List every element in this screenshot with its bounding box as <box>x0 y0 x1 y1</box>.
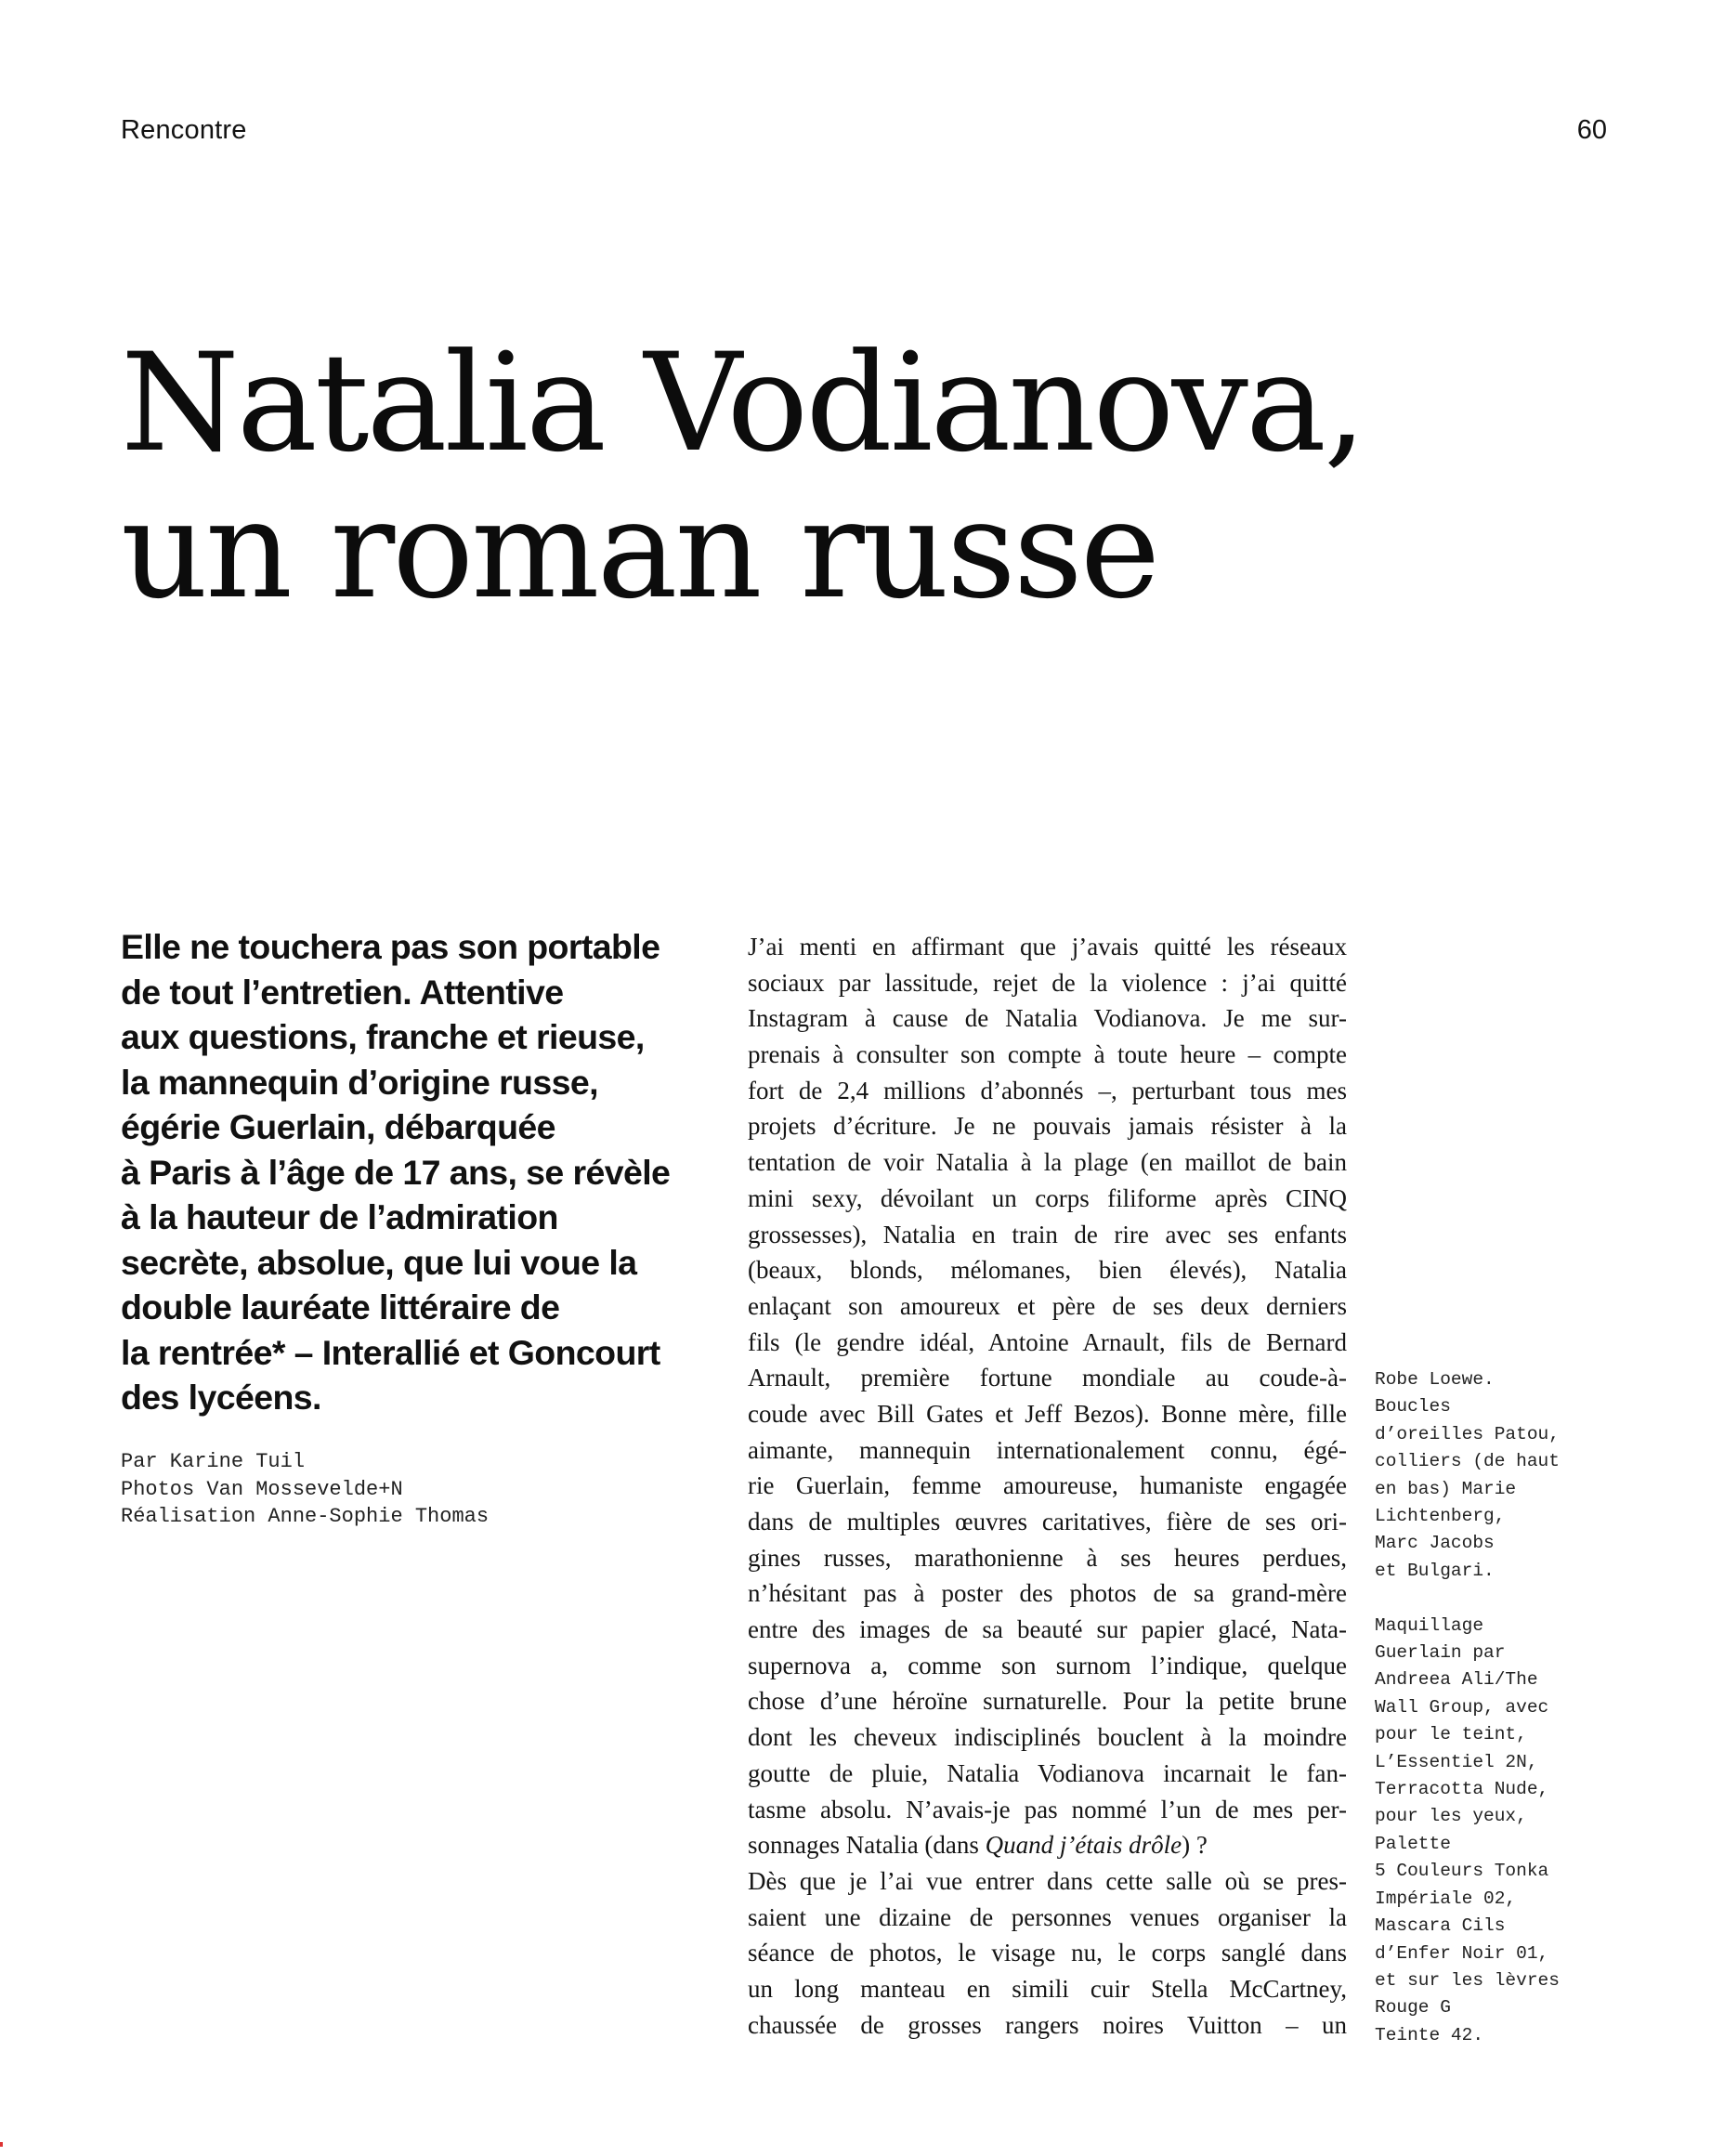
body-line: aimante, mannequin internationalement connu, égé- <box>748 1435 1347 1464</box>
article-credits <box>121 1448 489 1531</box>
body-line: fort de 2,4 millions d’abonnés –, perturbant tous mes <box>748 1076 1347 1104</box>
body-line: chose d’une héroïne surnaturelle. Pour la petite brune <box>748 1687 1347 1716</box>
body-line: prenais à consulter son compte à toute heure – compte <box>748 1040 1347 1069</box>
photo-caption <box>1375 1366 1616 2049</box>
body-line: chaussée de grosses rangers noires Vuitton – un <box>748 2010 1347 2039</box>
lede-line: égérie Guerlain, débarquée <box>121 1107 555 1146</box>
photo-credit: Photos Van Mosseveldе+N <box>121 1477 403 1501</box>
body-line: supernova a, comme son surnom l’indique, quelque <box>748 1651 1347 1679</box>
body-line: mini sexy, dévoilant un corps filiforme après CINQ <box>748 1183 1347 1212</box>
page-number: 60 <box>1576 115 1607 145</box>
body-text-fragment: sonnages Natalia (dans <box>748 1831 986 1860</box>
caption-line: pour le teint, <box>1375 1724 1527 1745</box>
caption-line: Lichtenberg, <box>1375 1506 1506 1527</box>
lede-line: la rentrée* – Interallié et Goncourt <box>121 1332 660 1372</box>
styling-credit: Réalisation Anne-Sophie Thomas <box>121 1505 490 1528</box>
body-line: rie Guerlain, femme amoureuse, humaniste engagée <box>748 1471 1347 1500</box>
body-line: goutte de pluie, Natalia Vodianova incarnait le fan- <box>748 1758 1347 1787</box>
body-line: tasme absolu. N’avais-je pas nommé l’un de mes per- <box>748 1795 1347 1823</box>
body-line: dans de multiples œuvres caritatives, fière de ses ori- <box>748 1508 1347 1535</box>
section-label: Rencontre <box>121 115 247 145</box>
lede-line: aux questions, franche et rieuse, <box>121 1017 645 1056</box>
body-line: un long manteau en simili cuir Stella McCartney, <box>748 1974 1347 2003</box>
caption-line: Boucles <box>1375 1396 1451 1418</box>
caption-line: Terracotta Nude, <box>1375 1779 1549 1800</box>
body-line: séance de photos, le visage nu, le corps sanglé dans <box>748 1939 1347 1967</box>
lede-line: secrète, absolue, que lui voue la <box>121 1242 637 1282</box>
caption-spacer <box>1375 1585 1616 1612</box>
body-line: Dès que je l’ai vue entrer dans cette salle où se pres- <box>748 1866 1347 1895</box>
body-line: dont les cheveux indisciplinés bouclent à la moindre <box>748 1723 1347 1752</box>
body-line: fils (le gendre idéal, Antoine Arnault, fils de Bernard <box>748 1327 1347 1356</box>
body-line: J’ai menti en affirmant que j’avais quitté les réseaux <box>748 933 1347 960</box>
title-line-2: un roman russe <box>121 471 1158 629</box>
body-text-fragment: ) ? <box>1182 1831 1208 1860</box>
body-line: (beaux, blonds, mélomanes, bien élevés), Natalia <box>748 1256 1347 1285</box>
caption-line: et Bulgari. <box>1375 1560 1495 1581</box>
lede-line: à Paris à l’âge de 17 ans, se révèle <box>121 1152 671 1192</box>
body-line: grossesses), Natalia en train de rire avec ses enfants <box>748 1220 1347 1248</box>
article-title <box>121 324 1607 629</box>
caption-line: Robe Loewe. <box>1375 1369 1495 1390</box>
caption-line: Andreea Ali/The <box>1375 1669 1538 1691</box>
body-line: sociaux par lassitude, rejet de la violence : j’ai quitté <box>748 968 1347 997</box>
caption-line: Impériale 02, <box>1375 1888 1517 1909</box>
body-line: Arnault, première fortune mondiale au coude-à- <box>748 1364 1347 1392</box>
body-line: entre des images de sa beauté sur papier glacé, Nata- <box>748 1615 1347 1644</box>
lede-line: double lauréate littéraire de <box>121 1287 560 1326</box>
caption-line: Teinte 42. <box>1375 2024 1484 2045</box>
caption-line: Palette <box>1375 1833 1451 1854</box>
book-title: Quand j’étais drôle <box>985 1831 1182 1860</box>
caption-line: en bas) Marie <box>1375 1478 1517 1499</box>
caption-line: Rouge G <box>1375 1997 1451 2019</box>
article-body <box>748 929 1347 2043</box>
caption-line: 5 Couleurs Tonka <box>1375 1861 1549 1882</box>
lede-line: Elle ne touchera pas son portable <box>121 927 660 966</box>
caption-line: colliers (de haut <box>1375 1451 1560 1472</box>
lede-line: à la hauteur de l’admiration <box>121 1197 558 1236</box>
caption-line: Mascara Cils <box>1375 1915 1506 1937</box>
caption-line: Guerlain par <box>1375 1642 1506 1664</box>
title-line-1: Natalia Vodianova, <box>121 324 1365 482</box>
body-line: saient une dizaine de personnes venues organiser la <box>748 1902 1347 1931</box>
lede-line: la mannequin d’origine russe, <box>121 1062 598 1102</box>
body-line: tentation de voir Natalia à la plage (en maillot de bain <box>748 1148 1347 1177</box>
caption-line: d’oreilles Patou, <box>1375 1423 1560 1444</box>
lede-paragraph <box>121 924 725 1420</box>
print-edge-mark <box>0 2142 3 2147</box>
body-line-paragraph-end <box>748 1827 1347 1863</box>
caption-line: Marc Jacobs <box>1375 1533 1495 1554</box>
lede-line: de tout l’entretien. Attentive <box>121 972 564 1012</box>
body-line: coude avec Bill Gates et Jeff Bezos). Bonne mère, fille <box>748 1399 1347 1428</box>
lede-line: des lycéens. <box>121 1378 321 1417</box>
author-credit: Par Karine Tuil <box>121 1450 306 1473</box>
body-line: Instagram à cause de Natalia Vodianova. Je me sur- <box>748 1004 1347 1033</box>
caption-line: L’Essentiel 2N, <box>1375 1751 1538 1772</box>
caption-line: et sur les lèvres <box>1375 1969 1560 1991</box>
body-line: gines russes, marathonienne à ses heures perdues, <box>748 1543 1347 1572</box>
body-line: projets d’écriture. Je ne pouvais jamais résister à la <box>748 1112 1347 1141</box>
caption-line: Maquillage <box>1375 1614 1484 1636</box>
caption-line: Wall Group, avec <box>1375 1696 1549 1718</box>
caption-line: d’Enfer Noir 01, <box>1375 1942 1549 1964</box>
body-line: n’hésitant pas à poster des photos de sa grand-mère <box>748 1579 1347 1608</box>
body-line: enlaçant son amoureux et père de ses deux derniers <box>748 1291 1347 1320</box>
caption-line: pour les yeux, <box>1375 1806 1527 1827</box>
